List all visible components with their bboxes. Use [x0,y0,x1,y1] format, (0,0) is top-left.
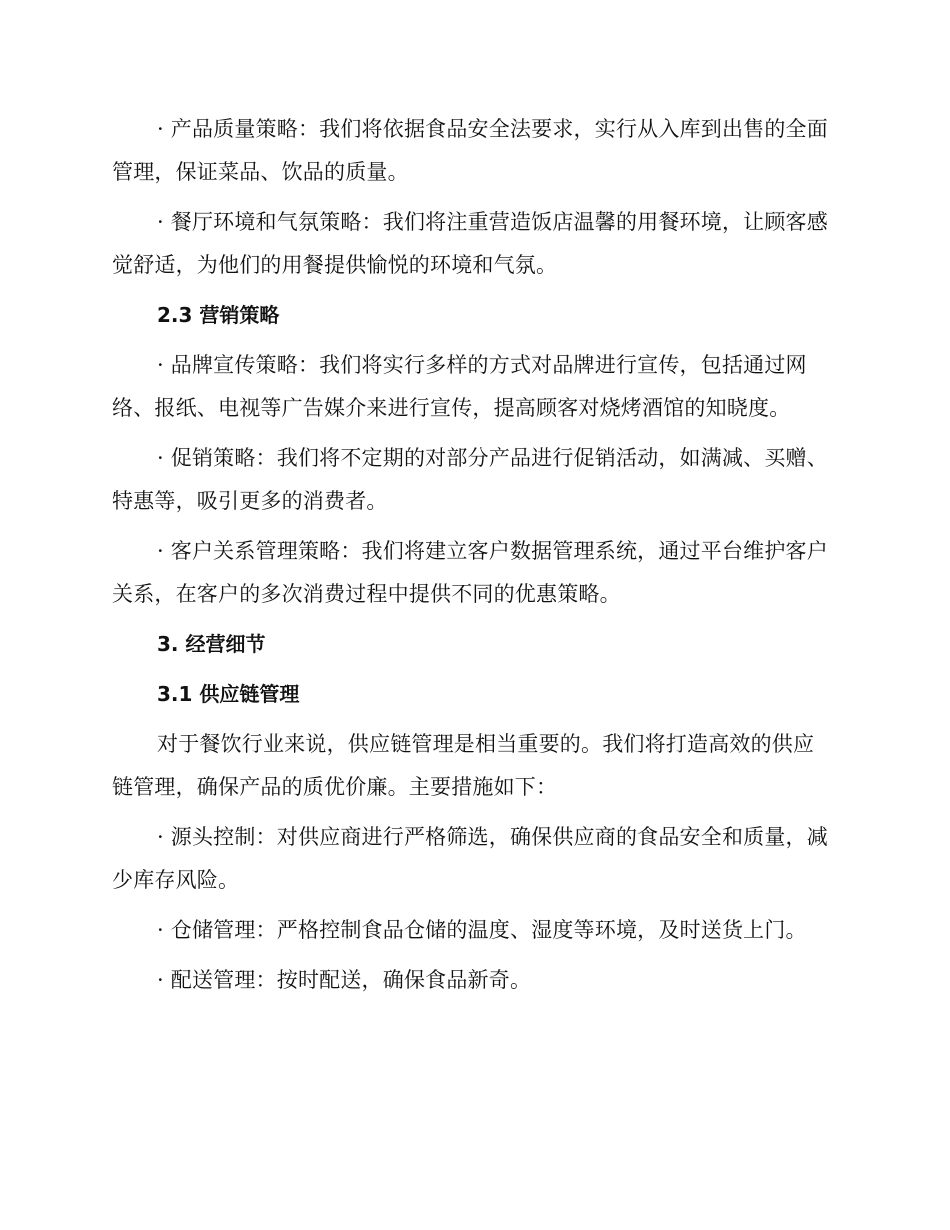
promotion-paragraph: · 促销策略：我们将不定期的对部分产品进行促销活动，如满减、买赠、特惠等，吸引更多的消费者。 [112,446,828,513]
brand-promotion-paragraph: · 品牌宣传策略：我们将实行多样的方式对品牌进行宣传，包括通过网络、报纸、电视等广告媒介来进行宣传，提高顾客对烧烤酒馆的知晓度。 [112,353,807,420]
environment-paragraph: · 餐厅环境和气氛策略：我们将注重营造饭店温馨的用餐环境，让顾客感觉舒适，为他们的用餐提供愉悦的环境和气氛。 [112,210,828,277]
delivery-management-paragraph: · 配送管理：按时配送，确保食品新奇。 [157,968,532,992]
section-heading-2-3: 2.3 营销策略 [157,303,280,327]
section-heading-3-1: 3.1 供应链管理 [157,682,300,706]
crm-paragraph: · 客户关系管理策略：我们将建立客户数据管理系统，通过平台维护客户关系，在客户的多次消费过程中提供不同的优惠策略。 [112,539,828,606]
source-control-paragraph: · 源头控制：对供应商进行严格筛选，确保供应商的食品安全和质量，减少库存风险。 [112,825,828,892]
product-quality-paragraph: · 产品质量策略：我们将依据食品安全法要求，实行从入库到出售的全面管理，保证菜品、饮品的质量。 [112,117,828,184]
document-page [112,108,834,1002]
section-heading-3: 3. 经营细节 [157,632,266,656]
storage-management-paragraph: · 仓储管理：严格控制食品仓储的温度、湿度等环境，及时送货上门。 [157,918,807,942]
supply-chain-intro-paragraph: 对于餐饮行业来说，供应链管理是相当重要的。我们将打造高效的供应链管理，确保产品的质优价廉。主要措施如下： [112,732,815,799]
